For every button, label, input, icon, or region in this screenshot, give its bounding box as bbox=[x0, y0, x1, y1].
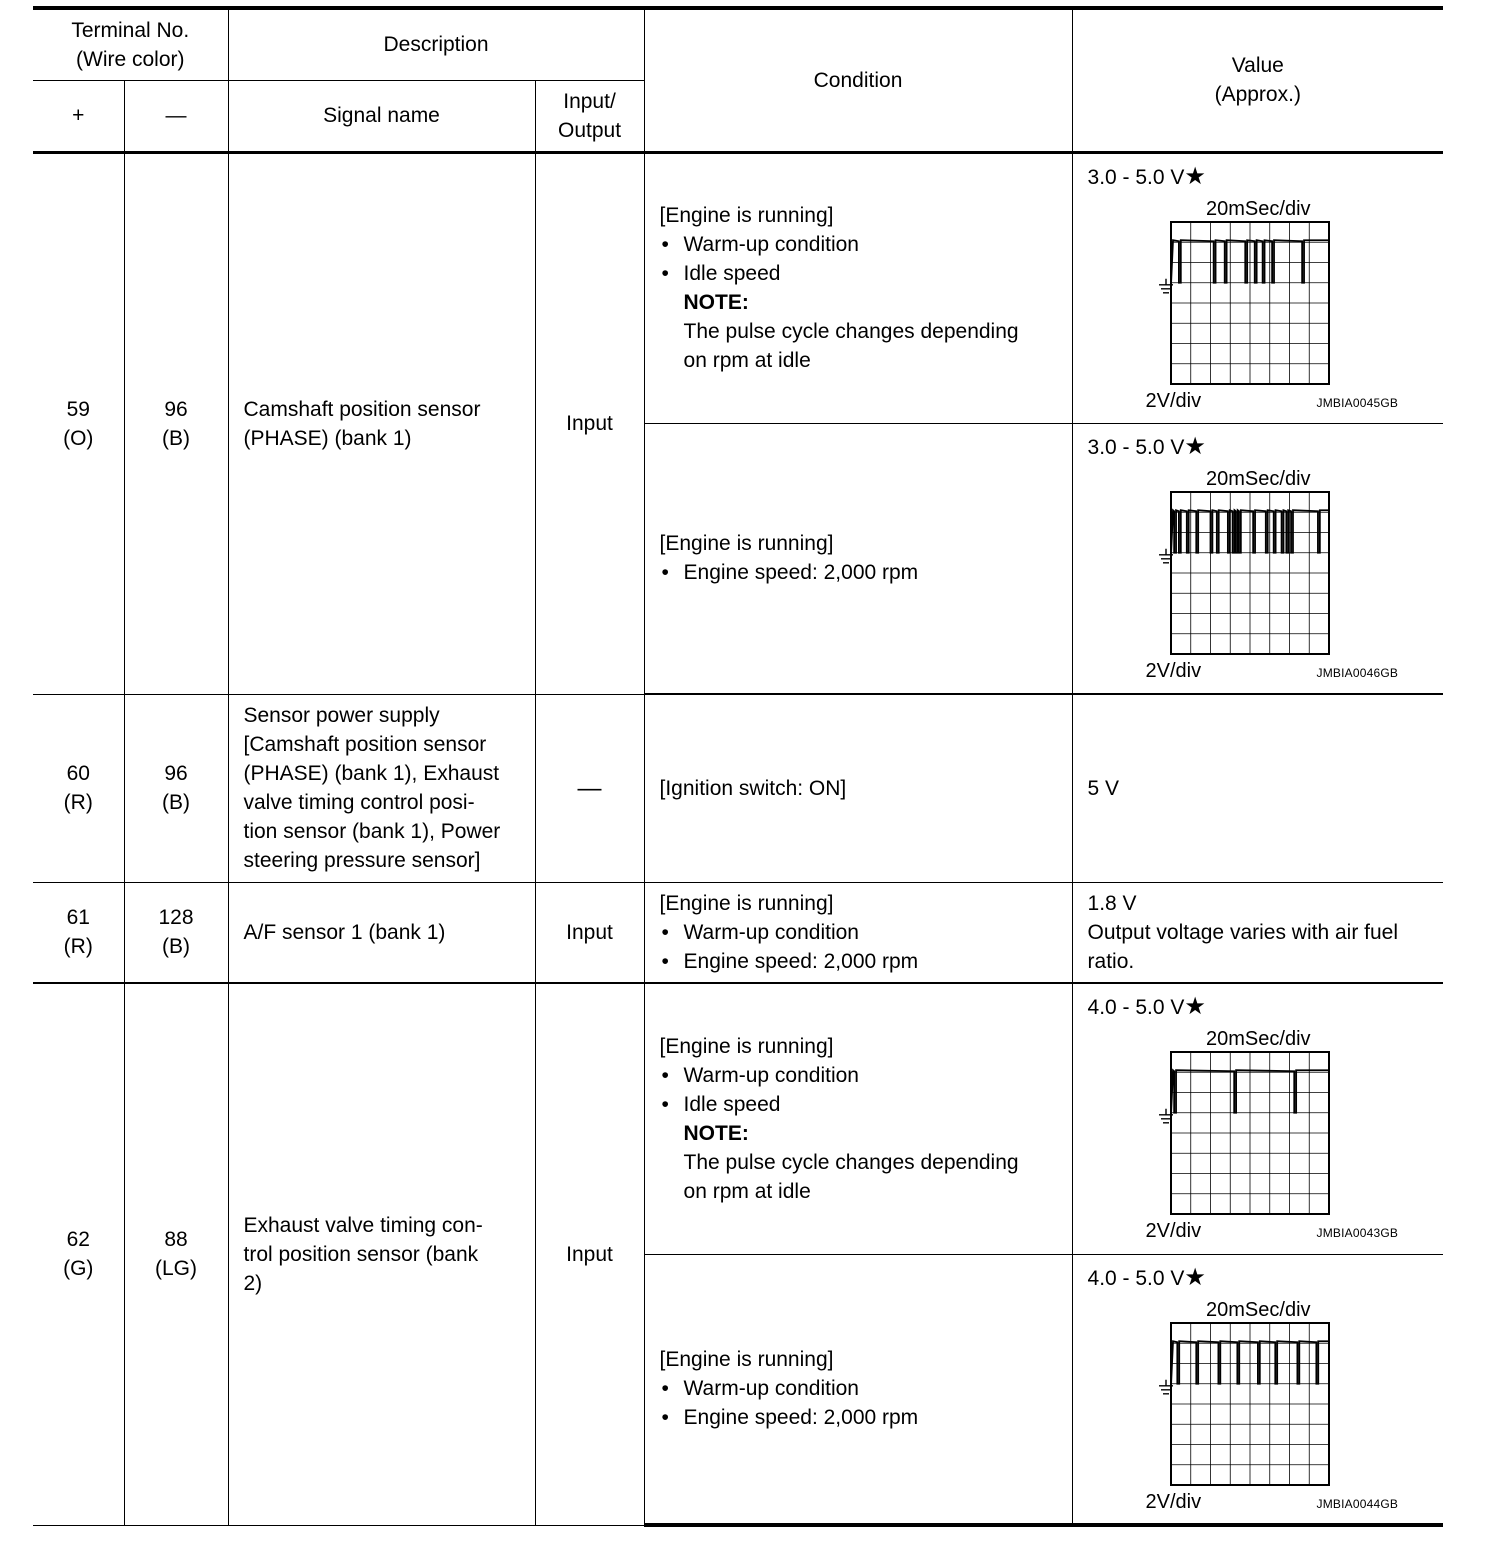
value-cell: 4.0 - 5.0 V★ 20mSec/div 2V/div JMBIA0043GB bbox=[1072, 983, 1443, 1254]
terminal-minus: 128 (B) bbox=[124, 882, 228, 983]
header-value: Value (Approx.) bbox=[1072, 8, 1443, 152]
signal-name: A/F sensor 1 (bank 1) bbox=[228, 882, 535, 983]
signal-name: Exhaust valve timing con- trol position sensor (bank 2) bbox=[228, 983, 535, 1525]
value-cell: 3.0 - 5.0 V★ 20mSec/div 2V/div JMBIA0046GB bbox=[1072, 423, 1443, 694]
note-label: NOTE: bbox=[683, 1121, 749, 1145]
header-signal-name: Signal name bbox=[228, 80, 535, 152]
header-minus: — bbox=[124, 80, 228, 152]
condition-cell: [Ignition switch: ON] bbox=[644, 694, 1072, 882]
header-plus: + bbox=[33, 80, 124, 152]
condition-cell: [Engine is running] • Warm-up condition • Engine speed: 2,000 rpm bbox=[644, 882, 1072, 983]
oscilloscope-waveform: 20mSec/div 2V/div JMBIA0044GB bbox=[1121, 1299, 1417, 1519]
input-output: Input bbox=[535, 152, 644, 694]
value-cell: 5 V bbox=[1072, 694, 1443, 882]
condition-cell: [Engine is running] • Warm-up condition • Engine speed: 2,000 rpm bbox=[644, 1254, 1072, 1525]
figure-id: JMBIA0045GB bbox=[1316, 395, 1399, 410]
waveform-svg bbox=[1121, 468, 1417, 688]
signal-name: Camshaft position sensor (PHASE) (bank 1) bbox=[228, 152, 535, 694]
condition-cell: [Engine is running] • Engine speed: 2,000 rpm bbox=[644, 423, 1072, 694]
figure-id: JMBIA0046GB bbox=[1316, 665, 1399, 680]
header-condition: Condition bbox=[644, 8, 1072, 152]
value-cell: 1.8 V Output voltage varies with air fuel ratio. bbox=[1072, 882, 1443, 983]
table-row bbox=[33, 152, 1443, 423]
terminal-minus: 96 (B) bbox=[124, 152, 228, 694]
terminal-plus: 62 (G) bbox=[33, 983, 124, 1525]
input-output: Input bbox=[535, 983, 644, 1525]
ecm-terminal-table bbox=[33, 6, 1443, 1527]
star-icon: ★ bbox=[1184, 432, 1206, 460]
oscilloscope-waveform: 20mSec/div 2V/div JMBIA0045GB bbox=[1121, 198, 1417, 418]
input-output: Input bbox=[535, 882, 644, 983]
star-icon: ★ bbox=[1184, 993, 1206, 1020]
terminal-plus: 60 (R) bbox=[33, 694, 124, 882]
condition-bullet: • Warm-up condition bbox=[660, 1374, 1066, 1403]
condition-bullet: • Idle speed NOTE: The pulse cycle changes depending on rpm at idle bbox=[660, 259, 1066, 375]
waveform-svg bbox=[1121, 1299, 1417, 1519]
input-output: — bbox=[535, 694, 644, 882]
header-terminal-no: Terminal No. (Wire color) bbox=[33, 8, 228, 80]
waveform-svg bbox=[1121, 1028, 1417, 1248]
value-cell: 3.0 - 5.0 V★ 20mSec/div 2V/div JMBIA0045GB bbox=[1072, 152, 1443, 423]
table-row bbox=[33, 983, 1443, 1254]
note-label: NOTE: bbox=[683, 291, 749, 314]
condition-bullet: • Engine speed: 2,000 rpm bbox=[660, 558, 1066, 587]
terminal-plus: 61 (R) bbox=[33, 882, 124, 983]
condition-bullet: • Engine speed: 2,000 rpm bbox=[660, 1403, 1066, 1432]
condition-bullet: • Warm-up condition bbox=[660, 918, 1066, 947]
condition-bullet: • Idle speed NOTE: The pulse cycle changes depending on rpm at idle bbox=[660, 1090, 1066, 1206]
terminal-minus: 96 (B) bbox=[124, 694, 228, 882]
figure-id: JMBIA0043GB bbox=[1316, 1226, 1399, 1240]
condition-bullet: • Warm-up condition bbox=[660, 230, 1066, 259]
figure-id: JMBIA0044GB bbox=[1316, 1496, 1399, 1511]
oscilloscope-waveform: 20mSec/div 2V/div JMBIA0043GB bbox=[1121, 1028, 1417, 1248]
condition-cell: [Engine is running] • Warm-up condition • Idle speed NOTE: The pulse cycle changes depending on rpm at idle bbox=[644, 152, 1072, 423]
terminal-minus: 88 (LG) bbox=[124, 983, 228, 1525]
table-row bbox=[33, 694, 1443, 882]
table-row bbox=[33, 882, 1443, 983]
star-icon: ★ bbox=[1184, 162, 1206, 190]
star-icon: ★ bbox=[1184, 1263, 1206, 1291]
oscilloscope-waveform: 20mSec/div 2V/div JMBIA0046GB bbox=[1121, 468, 1417, 688]
waveform-svg bbox=[1121, 198, 1417, 418]
header-description: Description bbox=[228, 8, 644, 80]
value-cell: 4.0 - 5.0 V★ 20mSec/div 2V/div JMBIA0044GB bbox=[1072, 1254, 1443, 1525]
condition-cell: [Engine is running] • Warm-up condition • Idle speed NOTE: The pulse cycle changes depending on rpm at idle bbox=[644, 983, 1072, 1254]
header-input-output: Input/ Output bbox=[535, 80, 644, 152]
terminal-plus: 59 (O) bbox=[33, 152, 124, 694]
signal-name: Sensor power supply [Camshaft position sensor (PHASE) (bank 1), Exhaust valve timing control posi- tion sensor (bank 1), Power steering pressure sensor] bbox=[228, 694, 535, 882]
condition-bullet: • Engine speed: 2,000 rpm bbox=[660, 947, 1066, 976]
condition-bullet: • Warm-up condition bbox=[660, 1061, 1066, 1090]
